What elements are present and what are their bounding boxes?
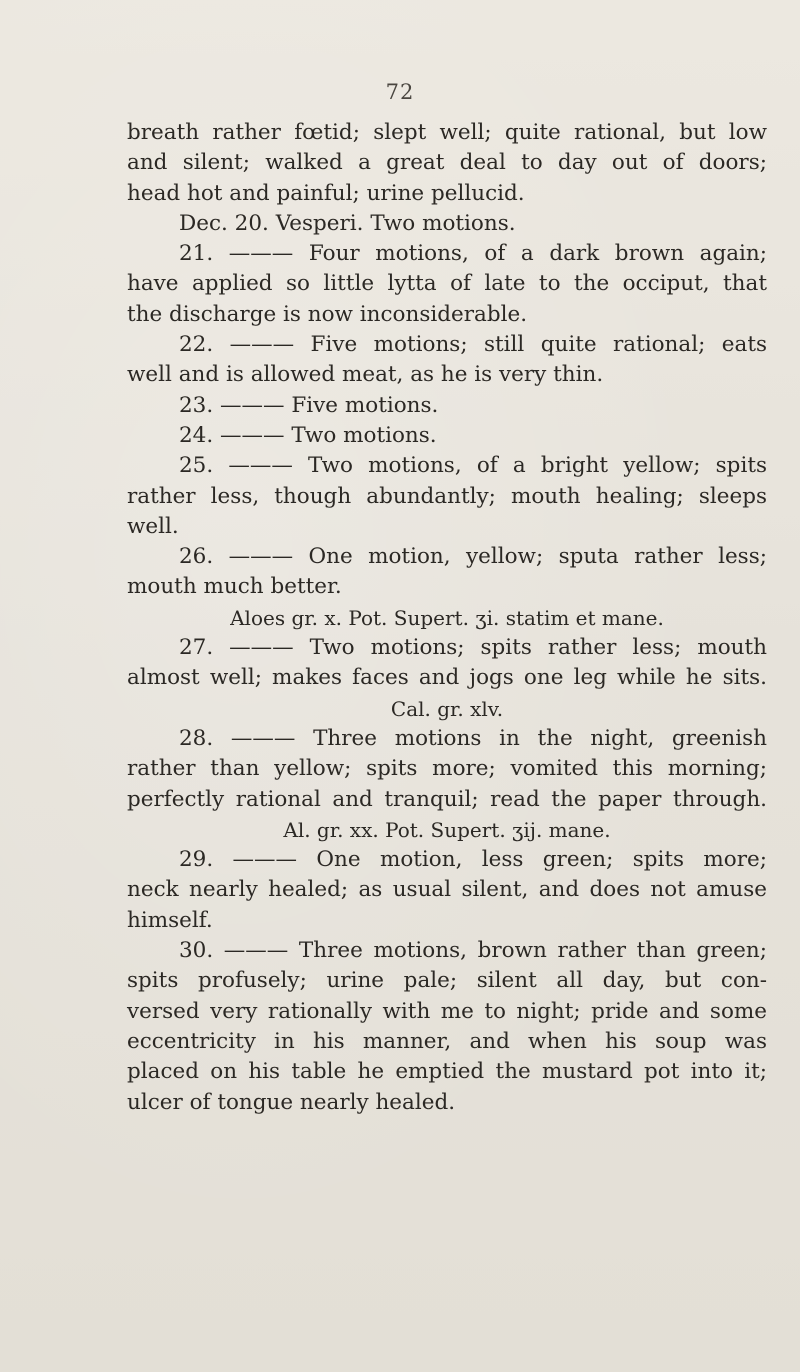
prescription-line: Aloes gr. x. Pot. Supert. ʒi. statim et mane. — [230, 605, 664, 630]
text-line: mouth much better. — [127, 574, 342, 600]
text-line: and silent; walked a great deal to day out of doors; — [127, 150, 767, 176]
page-number: 72 — [385, 80, 415, 104]
text-line: eccentricity in his manner, and when his soup was — [127, 1028, 767, 1054]
entry-heading: Dec. 20. Vesperi. Two motions. — [179, 210, 516, 236]
entry-line: 21. ——— Four motions, of a dark brown again; — [179, 241, 767, 267]
text-line: versed very rationally with me to night; pride and some — [127, 998, 767, 1024]
entry-line: 22. ——— Five motions; still quite rational; eats — [179, 332, 767, 358]
text-line: rather less, though abundantly; mouth healing; sleeps — [127, 483, 767, 509]
text-line: placed on his table he emptied the mustard pot into it; — [127, 1059, 767, 1085]
text-line: the discharge is now inconsiderable. — [127, 301, 528, 327]
text-line: well. — [127, 513, 179, 539]
text-line: rather than yellow; spits more; vomited this morning; — [127, 756, 767, 782]
text-line: breath rather fœtid; slept well; quite rational, but low — [127, 120, 767, 145]
entry-line: 25. ——— Two motions, of a bright yellow; spits — [179, 453, 767, 479]
text-line: almost well; makes faces and jogs one leg while he sits. — [127, 665, 767, 691]
entry-line: 24. ——— Two motions. — [179, 422, 437, 448]
text-line: himself. — [127, 907, 213, 933]
entry-line: 23. ——— Five motions. — [179, 392, 439, 418]
text-line: well and is allowed meat, as he is very thin. — [127, 362, 604, 388]
entry-line: 28. ——— Three motions in the night, greenish — [179, 725, 767, 751]
text-line: have applied so little lytta of late to the occiput, that — [127, 271, 767, 297]
text-line: spits profusely; urine pale; silent all day, but con- — [127, 968, 767, 994]
entry-line: 29. ——— One motion, less green; spits more; — [179, 847, 767, 873]
text-line: ulcer of tongue nearly healed. — [127, 1089, 456, 1115]
prescription-line: Al. gr. xx. Pot. Supert. ʒij. mane. — [283, 817, 611, 842]
body-text — [127, 118, 767, 1118]
text-line: perfectly rational and tranquil; read the paper through. — [127, 786, 767, 812]
entry-line: 27. ——— Two motions; spits rather less; mouth — [179, 635, 767, 661]
text-line: neck nearly healed; as usual silent, and does not amuse — [127, 877, 767, 903]
prescription-line: Cal. gr. xlv. — [390, 696, 504, 721]
text-line: head hot and painful; urine pellucid. — [127, 180, 525, 206]
entry-line: 30. ——— Three motions, brown rather than green; — [179, 938, 767, 964]
entry-line: 26. ——— One motion, yellow; sputa rather less; — [179, 544, 767, 570]
